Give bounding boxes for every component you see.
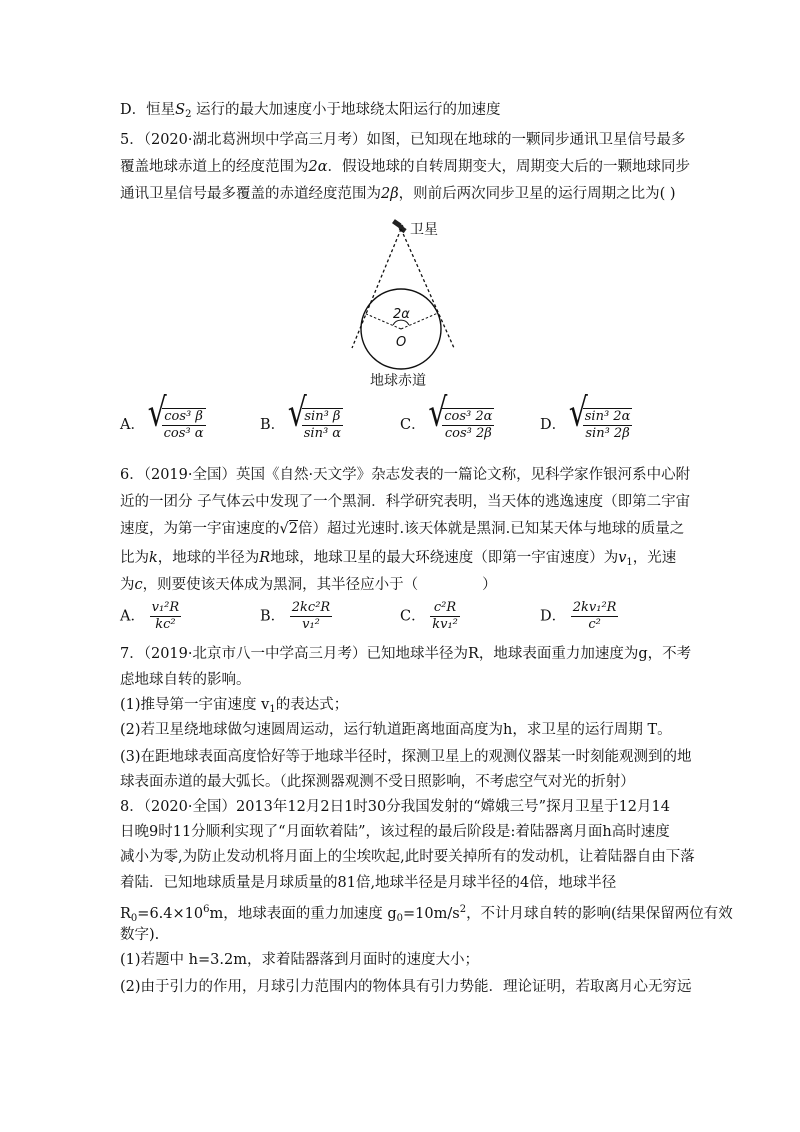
- q5-d-den: sin³ 2β: [585, 426, 630, 441]
- q6-b-label: B．: [260, 608, 286, 625]
- q7-line-5: (3)在距地球表面高度恰好等于地球半径时，探测卫星上的观测仪器某一时刻能观测到的地: [120, 749, 692, 765]
- q7-l3-post: 的表达式；: [275, 697, 349, 713]
- q6-b-num: 2kc²R: [291, 600, 331, 615]
- q5-b-den: sin³ α: [303, 426, 342, 441]
- q6-l5-pre: 为: [120, 577, 135, 593]
- q6-l4-post: ，光速: [632, 550, 677, 566]
- q5-option-b: [260, 408, 343, 442]
- q6-l4-pre: 比为: [120, 550, 149, 566]
- q5-l2-post: ．假设地球的自转周期变大，周期变大后的一颗地球同步: [327, 159, 691, 175]
- q5-l2-pre: 覆盖地球赤道上的经度范围为: [120, 159, 309, 175]
- q8-line-8: (2)由于引力的作用，月球引力范围内的物体具有引力势能．理论证明，若取离月心无穷远: [120, 979, 692, 995]
- q6-option-b: [260, 600, 332, 633]
- q6-option-c: [400, 600, 460, 633]
- q5-option-a: [120, 408, 206, 442]
- q8-l5-b-sup: 6: [203, 904, 210, 915]
- q5-l3-pre: 通讯卫星信号最多覆盖的赤道经度范围为: [120, 186, 381, 202]
- q6-c-num: c²R: [430, 600, 460, 617]
- q6-l4-v: v: [618, 550, 627, 566]
- q7-line-2: 虑地球自转的影响。: [120, 672, 251, 688]
- q8-l5-c: m，地球表面的重力加速度 g: [209, 906, 397, 922]
- q8-l5-b: =6.4×10: [137, 906, 204, 922]
- q8-line-5: [120, 900, 733, 929]
- q6-l3-sqrt-val: 2: [288, 521, 298, 537]
- q6-option-d: [540, 600, 618, 633]
- q6-l3-sqrt: √2: [279, 521, 298, 537]
- q7-l3-sub: 1: [269, 704, 276, 715]
- q8-l5-e: ，不计月球自转的影响(结果保留两位有效: [466, 906, 733, 922]
- q5-c-sqrt: [430, 408, 494, 442]
- center-label: O: [396, 335, 407, 350]
- q6-a-label: A．: [120, 608, 145, 625]
- angle-label: 2α: [393, 307, 410, 322]
- q8-l5-d: =10m/s: [403, 906, 460, 922]
- q5-c-label: C．: [400, 417, 426, 433]
- satellite-icon: [392, 219, 407, 233]
- q8-l5-a-sub: 0: [130, 913, 138, 924]
- q7-line-3: [120, 695, 348, 720]
- q6-d-label: D．: [540, 608, 567, 625]
- q5-b-num: √ sin³ β: [302, 409, 343, 426]
- q7-l3-pre: (1)推导第一宇宙速度 v: [120, 697, 270, 713]
- q5-option-d: [540, 408, 632, 442]
- q8-l5-c-sub: 0: [396, 913, 403, 924]
- q6-c-den: kv₁²: [432, 617, 458, 632]
- q4-d-prefix: D．恒星: [120, 102, 176, 118]
- q5-a-sqrt: [150, 408, 206, 442]
- q5-a-num: √ cos³ β: [162, 409, 206, 426]
- tangent-line-right: [401, 229, 454, 348]
- tangent-line-left: [352, 229, 401, 348]
- q5-l3-math: 2β: [381, 186, 399, 202]
- satellite-label: 卫星: [410, 222, 438, 238]
- q6-l4-mid2: 地球，地球卫星的最大环绕速度（即第一宇宙速度）为: [270, 550, 619, 566]
- q5-a-label: A．: [120, 417, 145, 433]
- q8-line-7: (1)若题中 h=3.2m，求着陆器落到月面时的速度大小；: [120, 952, 479, 968]
- q8-line-6: 数字).: [120, 927, 160, 943]
- q6-l4-k: k: [149, 550, 158, 566]
- q8-line-1: 8．（2020·全国）2013年12月2日1时30分我国发射的“嫦娥三号”探月卫星于12月14: [120, 799, 670, 815]
- q5-d-label: D．: [540, 417, 567, 433]
- q6-line-4: [120, 548, 676, 573]
- q6-d-num: 2kv₁²R: [572, 600, 617, 615]
- q6-line-2: 近的一团分 子气体云中发现了一个黑洞．科学研究表明，当天体的逃逸速度（即第二宇宙: [120, 494, 691, 510]
- q6-a-den: kc²: [155, 617, 176, 632]
- q6-l4-mid: ，地球的半径为: [157, 550, 260, 566]
- q7-line-4: (2)若卫星绕地球做匀速圆周运动，运行轨道距离地面高度为h，求卫星的运行周期 T。: [120, 722, 672, 738]
- q8-line-3: 减小为零,为防止发动机将月面上的尘埃吹起,此时要关掉所有的发动机，让着陆器自由下落: [120, 849, 695, 865]
- q6-l5-post: ，则要使该天体成为黑洞，其半径应小于（: [142, 577, 419, 593]
- q5-d-sqrt: [571, 408, 633, 442]
- q6-l5-c: c: [134, 577, 143, 593]
- q6-b-den: v₁²: [302, 617, 320, 632]
- q4-d-sub: 2: [185, 109, 192, 120]
- q6-option-a: [120, 600, 181, 633]
- q6-line-3: [120, 519, 684, 539]
- q5-figure: [330, 215, 480, 390]
- q5-line-1: 5．（2020·湖北葛洲坝中学高三月考）如图，已知现在地球的一颗同步通讯卫星信号最多: [120, 132, 686, 148]
- q8-line-4: 着陆．已知地球质量是月球质量的81倍,地球半径是月球半径的4倍，地球半径: [120, 875, 617, 891]
- q5-option-c: [400, 408, 494, 442]
- q7-line-6: 球表面赤道的最大弧长。（此探测器观测不受日照影响，不考虑空气对光的折射）: [120, 774, 635, 790]
- q5-l3-post: ，则前后两次同步卫星的运行周期之比为( ): [398, 186, 676, 202]
- q6-c-label: C．: [400, 608, 426, 625]
- q8-l5-a: R: [120, 906, 131, 922]
- q7-line-1: 7．（2019·北京市八一中学高三月考）已知地球半径为R，地球表面重力加速度为g，不考: [120, 646, 692, 662]
- figure-caption: 地球赤道: [370, 373, 426, 389]
- q8-line-2: 日晚9时11分顺利实现了“月面软着陆”，该过程的最后阶段是:着陆器离月面h高时速度: [120, 824, 670, 840]
- q5-l2-math: 2α: [308, 159, 328, 175]
- q5-line-2: [120, 157, 690, 177]
- q5-c-num: √ cos³ 2α: [444, 409, 493, 424]
- q5-d-num: √ sin³ 2α: [584, 409, 631, 424]
- q5-line-3: [120, 184, 676, 204]
- q4-d-suffix: 运行的最大加速度小于地球绕太阳运行的加速度: [191, 102, 501, 118]
- q6-l4-R: R: [259, 550, 271, 566]
- q6-a-num: v₁²R: [151, 600, 180, 615]
- q8-l5-d-sup: 2: [459, 904, 467, 915]
- q6-l3-post: 倍）超过光速时.该天体就是黑洞.已知某天体与地球的质量之: [297, 521, 685, 537]
- q6-l5-close: ）: [482, 577, 497, 593]
- q6-l3-pre: 速度，为第一宇宙速度的: [120, 521, 280, 537]
- q6-line-5: [120, 575, 497, 595]
- q5-c-den: cos³ 2β: [444, 426, 492, 441]
- q4-d-symbol: S: [175, 102, 186, 118]
- q5-a-den: cos³ α: [163, 426, 204, 441]
- q5-b-label: B．: [260, 417, 286, 433]
- q6-d-den: c²: [588, 617, 601, 632]
- q6-l4-vsub: 1: [626, 557, 633, 568]
- q5-b-sqrt: [290, 408, 343, 442]
- q6-line-1: 6．（2019·全国）英国《自然·天文学》杂志发表的一篇论文称，见科学家作银河系中心附: [120, 467, 691, 483]
- q4-option-d: [120, 100, 501, 125]
